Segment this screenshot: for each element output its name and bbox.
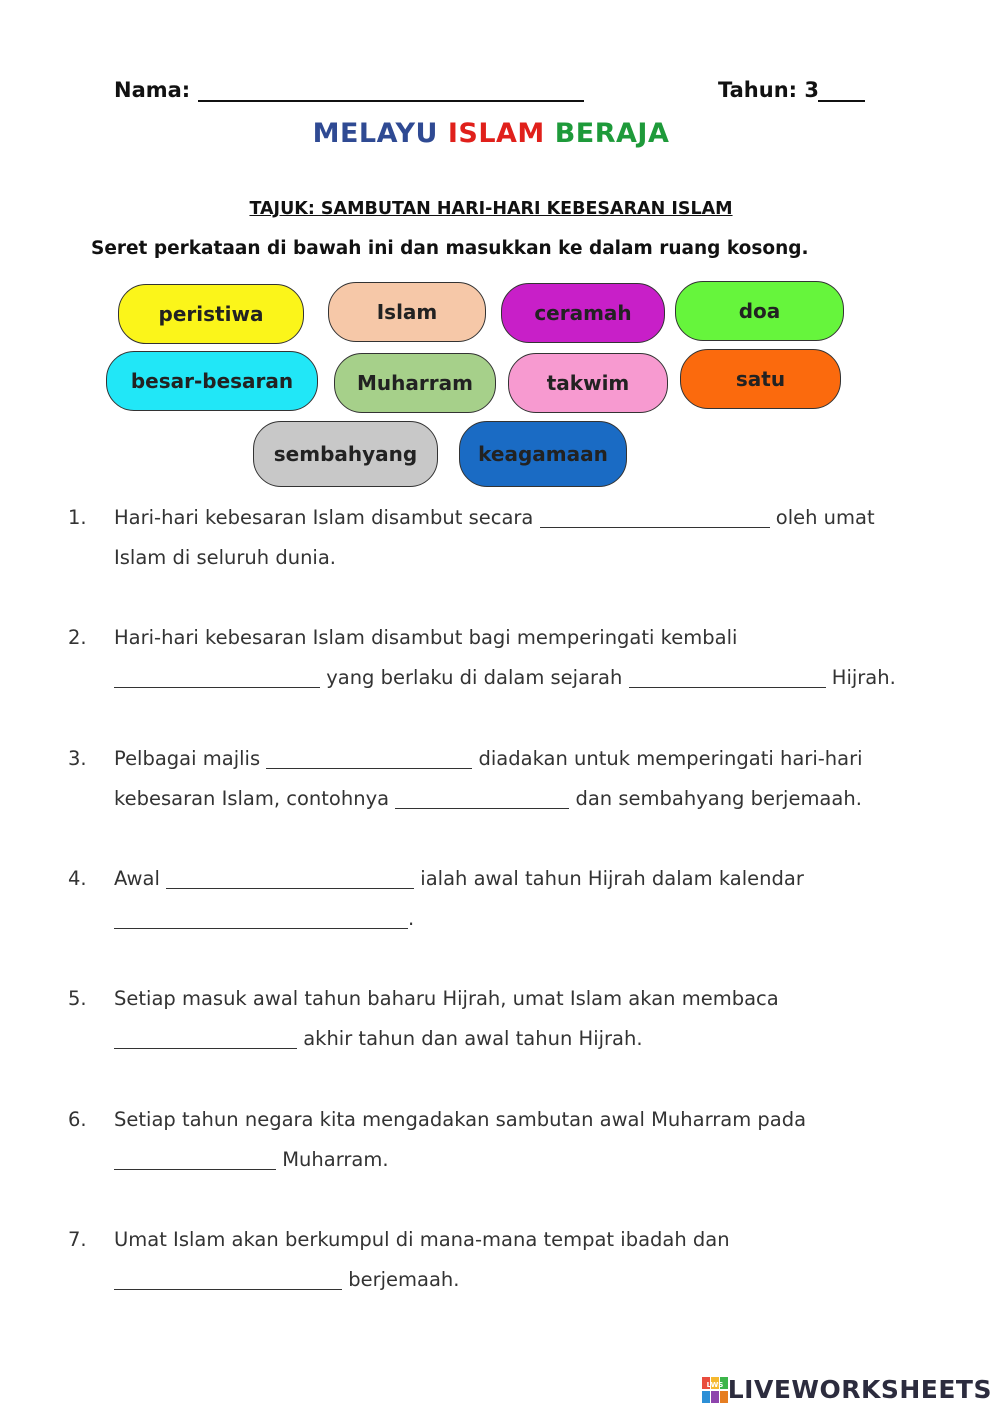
blank-input[interactable] [395,786,569,809]
year-label: Tahun: 3 [718,78,819,102]
blank-input[interactable] [166,866,414,889]
question-2-line-1 [114,618,737,658]
question-text: Islam di seluruh dunia. [114,546,336,569]
year-input-line[interactable] [818,80,865,102]
question-text: kebesaran Islam, contohnya [114,787,390,810]
question-text: Pelbagai majlis [114,747,261,770]
question-number: 3. [68,747,87,770]
question-text: akhir tahun dan awal tahun Hijrah. [303,1027,643,1050]
word-chip-ceramah[interactable]: ceramah [501,283,665,343]
title-word-islam: ISLAM [447,118,545,149]
word-chip-sembahyang[interactable]: sembahyang [253,421,438,487]
word-chip-muharram[interactable]: Muharram [334,353,496,413]
blank-input[interactable] [114,906,408,929]
question-number: 6. [68,1108,87,1131]
question-text: yang berlaku di dalam sejarah [326,666,623,689]
question-3-line-1 [114,739,863,779]
liveworksheets-logo [702,1375,992,1404]
title-word-melayu: MELAYU [312,118,438,149]
name-input-line[interactable] [198,80,584,102]
question-text: berjemaah. [348,1268,460,1291]
question-2-line-2 [114,658,896,698]
question-7-line-1 [114,1220,730,1260]
word-chip-doa[interactable]: doa [675,281,844,341]
question-number: 2. [68,626,87,649]
question-text: Awal [114,867,160,890]
question-1-line-1 [114,498,875,538]
question-6-line-2 [114,1140,389,1180]
question-text: dan sembahyang berjemaah. [575,787,862,810]
question-text: Hari-hari kebesaran Islam disambut bagi memperingati kembali [114,626,738,649]
question-number: 4. [68,867,87,890]
page-title [0,118,982,149]
question-5-line-1 [114,979,779,1019]
liveworksheets-logo-icon [702,1377,728,1403]
word-chip-takwim[interactable]: takwim [508,353,668,413]
logo-mark-text: LWS [706,1380,724,1389]
question-number: 7. [68,1228,87,1251]
word-chip-islam[interactable]: Islam [328,282,486,342]
word-chip-keagamaan[interactable]: keagamaan [459,421,627,487]
question-7-line-2 [114,1260,459,1300]
blank-input[interactable] [114,665,320,688]
question-text: Hari-hari kebesaran Islam disambut secara [114,506,534,529]
logo-text: LIVEWORKSHEETS [727,1375,992,1404]
question-text: Hijrah. [831,666,896,689]
question-4-line-2 [114,899,414,939]
blank-input[interactable] [540,505,770,528]
question-text: Setiap tahun negara kita mengadakan sambutan awal Muharram pada [114,1108,807,1131]
word-chip-satu[interactable]: satu [680,349,841,409]
question-text: . [408,907,415,930]
blank-input[interactable] [114,1147,276,1170]
question-text: oleh umat [775,506,875,529]
question-text: ialah awal tahun Hijrah dalam kalendar [420,867,804,890]
question-number: 1. [68,506,87,529]
question-text: Muharram. [282,1148,389,1171]
instruction-text: Seret perkataan di bawah ini dan masukkan ke dalam ruang kosong. [91,238,809,259]
word-chip-besar-besaran[interactable]: besar-besaran [106,351,318,411]
blank-input[interactable] [114,1026,297,1049]
question-1-line-2 [114,538,336,578]
topic-heading: TAJUK: SAMBUTAN HARI-HARI KEBESARAN ISLAM [249,199,733,219]
question-text: Umat Islam akan berkumpul di mana-mana tempat ibadah dan [114,1228,730,1251]
question-text: diadakan untuk memperingati hari-hari [478,747,863,770]
title-word-beraja: BERAJA [554,118,670,149]
name-label: Nama: [114,78,191,102]
word-chip-peristiwa[interactable]: peristiwa [118,284,304,344]
blank-input[interactable] [114,1267,342,1290]
question-6-line-1 [114,1100,806,1140]
question-number: 5. [68,987,87,1010]
question-text: Setiap masuk awal tahun baharu Hijrah, umat Islam akan membaca [114,987,779,1010]
blank-input[interactable] [266,746,472,769]
question-4-line-1 [114,859,804,899]
question-5-line-2 [114,1019,643,1059]
blank-input[interactable] [629,665,826,688]
question-3-line-2 [114,779,862,819]
